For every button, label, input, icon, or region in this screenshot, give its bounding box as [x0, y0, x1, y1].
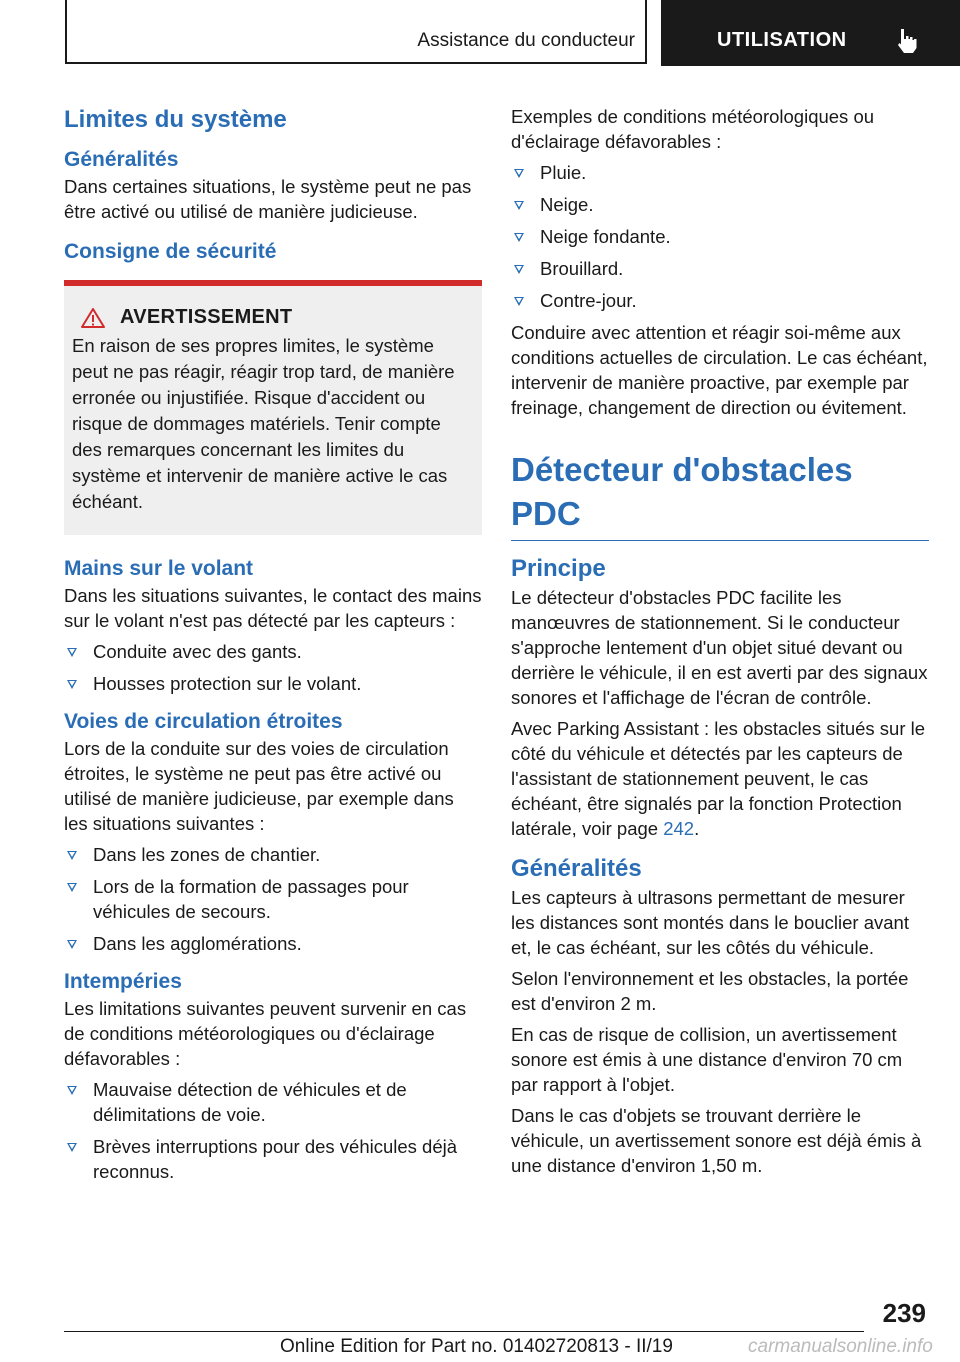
list-item: Conduite avec des gants.: [64, 639, 482, 664]
paragraph-examples: Exemples de conditions météorologiques ou d'éclairage défavorables :: [511, 106, 875, 152]
chapter-title-pdc: Détecteur d'obstacles PDC: [511, 448, 929, 541]
list-item: Contre-jour.: [511, 288, 929, 313]
list-voies: [64, 842, 482, 956]
list-item: Lors de la formation de passages pour véhicules de secours.: [64, 874, 482, 924]
triangle-bullet-icon: [67, 883, 77, 892]
list-item: Mauvaise détection de véhicules et de délimitations de voie.: [64, 1077, 482, 1127]
triangle-bullet-icon: [514, 169, 524, 178]
header-chapter-title: UTILISATION: [717, 29, 847, 51]
heading-generalites-pdc: Généralités: [511, 855, 642, 882]
triangle-bullet-icon: [514, 297, 524, 306]
paragraph-principe-2: Avec Parking Assistant : les obstacles situés sur le côté du véhicule et détectés par les capteurs de l'assistant de stationnement peuvent, le cas échéant, être signalés par la fonction Protection latérale, voir page 242.: [511, 718, 926, 839]
left-column: [64, 100, 482, 1191]
triangle-bullet-icon: [514, 233, 524, 242]
heading-voies: Voies de circulation étroites: [64, 710, 343, 733]
triangle-bullet-icon: [67, 680, 77, 689]
list-item: Brèves interruptions pour des véhicules déjà reconnus.: [64, 1134, 482, 1184]
list-examples: [511, 160, 929, 313]
heading-generalites: Généralités: [64, 148, 179, 171]
triangle-bullet-icon: [514, 265, 524, 274]
triangle-bullet-icon: [67, 1086, 77, 1095]
paragraph-generalites-2: Selon l'environnement et les obstacles, la portée est d'environ 2 m.: [511, 968, 909, 1014]
header-chapter-box: [661, 0, 960, 66]
paragraph-conduire: Conduire avec attention et réagir soi-même aux conditions actuelles de circulation. Le cas échéant, intervenir de manière proactive, par exemple par freinage, changement de direction ou évitement.: [511, 322, 928, 418]
list-item: Neige.: [511, 192, 929, 217]
paragraph-generalites-4: Dans le cas d'objets se trouvant derrière le véhicule, un avertissement sonore est déjà émis à une distance d'environ 1,50 m.: [511, 1105, 922, 1176]
header-section-box: [65, 0, 647, 64]
list-item: Neige fondante.: [511, 224, 929, 249]
section-title-limites: Limites du système: [64, 106, 287, 133]
paragraph-voies: Lors de la conduite sur des voies de circulation étroites, le système ne peut pas être activé ou utilisé de manière judicieuse, par exemple dans les situations suivantes :: [64, 738, 454, 834]
heading-mains: Mains sur le volant: [64, 557, 254, 580]
triangle-bullet-icon: [67, 648, 77, 657]
triangle-bullet-icon: [514, 201, 524, 210]
paragraph-principe-1: Le détecteur d'obstacles PDC facilite les manœuvres de stationnement. Si le conducteur s'approche lentement d'un objet situé devant ou derrière le véhicule, il en est averti par des signaux sonores et l'affichage de l'écran de contrôle.: [511, 587, 928, 708]
list-item: Pluie.: [511, 160, 929, 185]
list-item: Dans les zones de chantier.: [64, 842, 482, 867]
triangle-bullet-icon: [67, 851, 77, 860]
footer-edition: Online Edition for Part no. 01402720813 - II/19: [280, 1336, 673, 1357]
list-intemperies: [64, 1077, 482, 1184]
header-section-title: Assistance du conducteur: [417, 30, 635, 51]
heading-principe: Principe: [511, 555, 606, 582]
warning-text: En raison de ses propres limites, le système peut ne pas réagir, réagir trop tard, de manière erronée ou injustifiée. Risque d'accident ou risque de dommages matériels. Tenir compte des remarques concernant les limites du système et intervenir de manière active le cas échéant.: [72, 335, 455, 512]
list-item: Dans les agglomérations.: [64, 931, 482, 956]
triangle-bullet-icon: [67, 940, 77, 949]
heading-intemperies: Intempéries: [64, 970, 182, 993]
paragraph-generalites: Dans certaines situations, le système peut ne pas être activé ou utilisé de manière judicieuse.: [64, 176, 472, 222]
footer-divider: [64, 1331, 864, 1332]
page-number: 239: [882, 1298, 926, 1328]
triangle-bullet-icon: [67, 1143, 77, 1152]
footer-watermark: carmanualsonline.info: [748, 1336, 933, 1357]
list-mains: [64, 639, 482, 696]
right-column: [511, 104, 929, 1184]
list-item: Brouillard.: [511, 256, 929, 281]
warning-title: AVERTISSEMENT: [120, 306, 293, 328]
heading-safety: Consigne de sécurité: [64, 240, 277, 263]
hand-pointer-icon: [895, 26, 919, 54]
warning-box: [64, 280, 482, 535]
paragraph-intemperies: Les limitations suivantes peuvent survenir en cas de conditions météorologiques ou d'éclairage défavorables :: [64, 998, 467, 1069]
paragraph-generalites-1: Les capteurs à ultrasons permettant de mesurer les distances sont montés dans le bouclier avant et, le cas échéant, sur les côtés du véhicule.: [511, 887, 909, 958]
page-link-242[interactable]: 242: [663, 818, 695, 839]
list-item: Housses protection sur le volant.: [64, 671, 482, 696]
paragraph-mains: Dans les situations suivantes, le contact des mains sur le volant n'est pas détecté par les capteurs :: [64, 585, 482, 631]
warning-triangle-icon: [80, 307, 106, 329]
paragraph-generalites-3: En cas de risque de collision, un avertissement sonore est émis à une distance d'environ 70 cm par rapport à l'objet.: [511, 1024, 903, 1095]
